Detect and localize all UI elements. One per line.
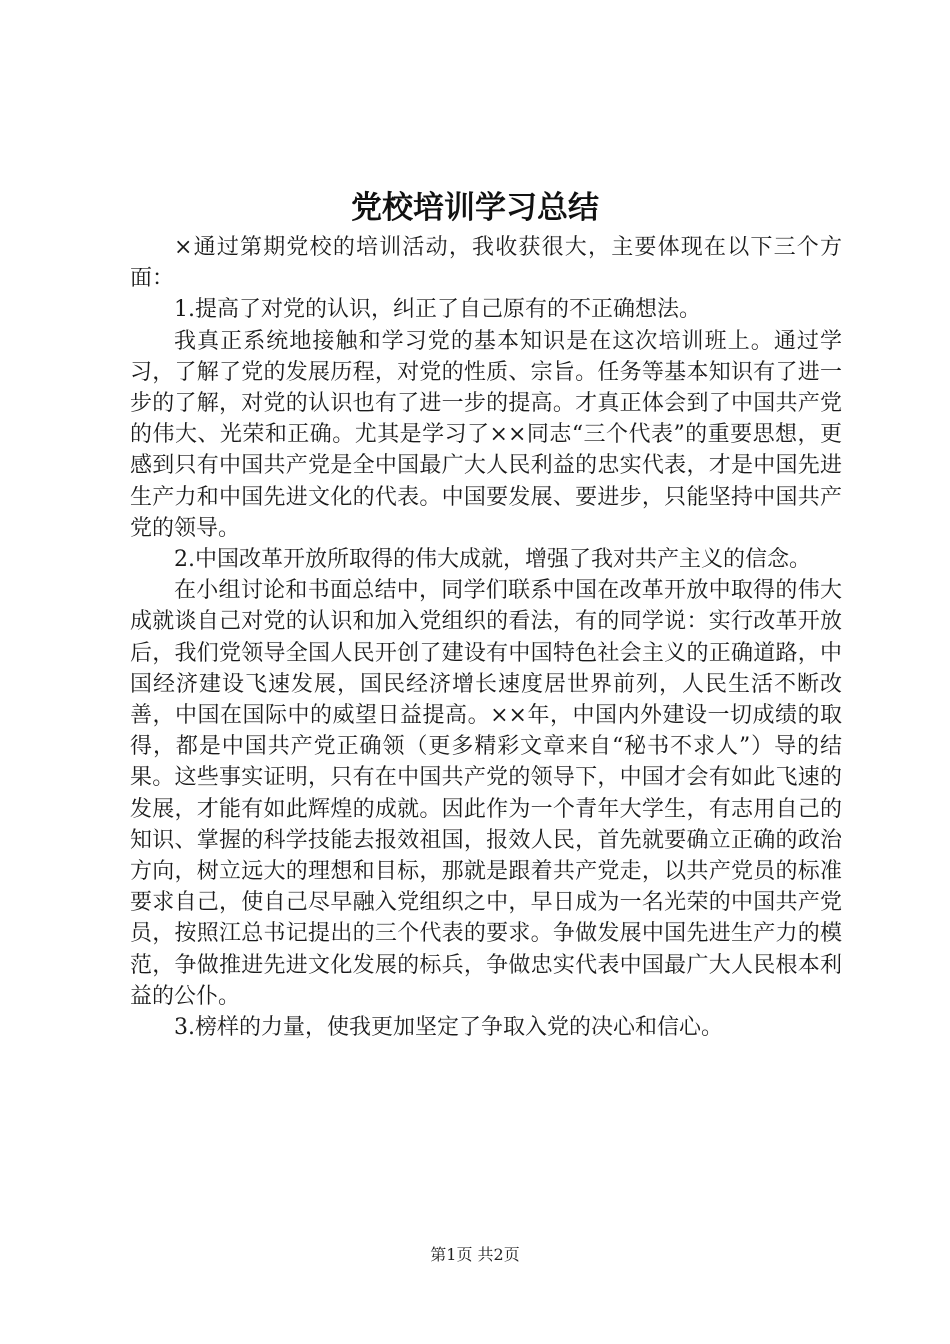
- document-title: 党校培训学习总结: [351, 190, 599, 226]
- paragraph-point-2-heading: 2.中国改革开放所取得的伟大成就，增强了我对共产主义的信念。: [174, 547, 811, 573]
- paragraph-point-1-heading: 1.提高了对党的认识，纠正了自己原有的不正确想法。: [174, 297, 701, 323]
- document-body: [130, 232, 842, 1043]
- paragraph-intro: ×通过第期党校的培训活动，我收获很大，主要体现在以下三个方面：: [130, 235, 842, 292]
- page-number-footer: 第1页 共2页: [430, 1245, 520, 1264]
- paragraph-point-2-body: 在小组讨论和书面总结中，同学们联系中国在改革开放中取得的伟大成就谈自己对党的认识和加入党组织的看法，有的同学说：实行改革开放后，我们党领导全国人民开创了建设有中国特色社会主义的正确道路，中国经济建设飞速发展，国民经济增长速度居世界前列，人民生活不断改善，中国在国际中的威望日益提高。××年，中国内外建设一切成绩的取得，都是中国共产党正确领（更多精彩文章来自“秘书不求人”）导的结果。这些事实证明，只有在中国共产党的领导下，中国才会有如此飞速的发展，才能有如此辉煌的成就。因此作为一个青年大学生，有志用自己的知识、掌握的科学技能去报效祖国，报效人民，首先就要确立正确的政治方向，树立远大的理想和目标，那就是跟着共产党走，以共产党员的标准要求自己，使自己尽早融入党组织之中，早日成为一名光荣的中国共产党员，按照江总书记提出的三个代表的要求。争做发展中国先进生产力的模范，争做推进先进文化发展的标兵，争做忠实代表中国最广大人民根本利益的公仆。: [130, 578, 842, 1009]
- paragraph-point-3-heading: 3.榜样的力量，使我更加坚定了争取入党的决心和信心。: [174, 1015, 723, 1041]
- paragraph-point-1-body: 我真正系统地接触和学习党的基本知识是在这次培训班上。通过学习，了解了党的发展历程，对党的性质、宗旨。任务等基本知识有了进一步的了解，对党的认识也有了进一步的提高。才真正体会到了中国共产党的伟大、光荣和正确。尤其是学习了××同志“三个代表”的重要思想，更感到只有中国共产党是全中国最广大人民利益的忠实代表，才是中国先进生产力和中国先进文化的代表。中国要发展、要进步，只能坚持中国共产党的领导。: [130, 328, 842, 541]
